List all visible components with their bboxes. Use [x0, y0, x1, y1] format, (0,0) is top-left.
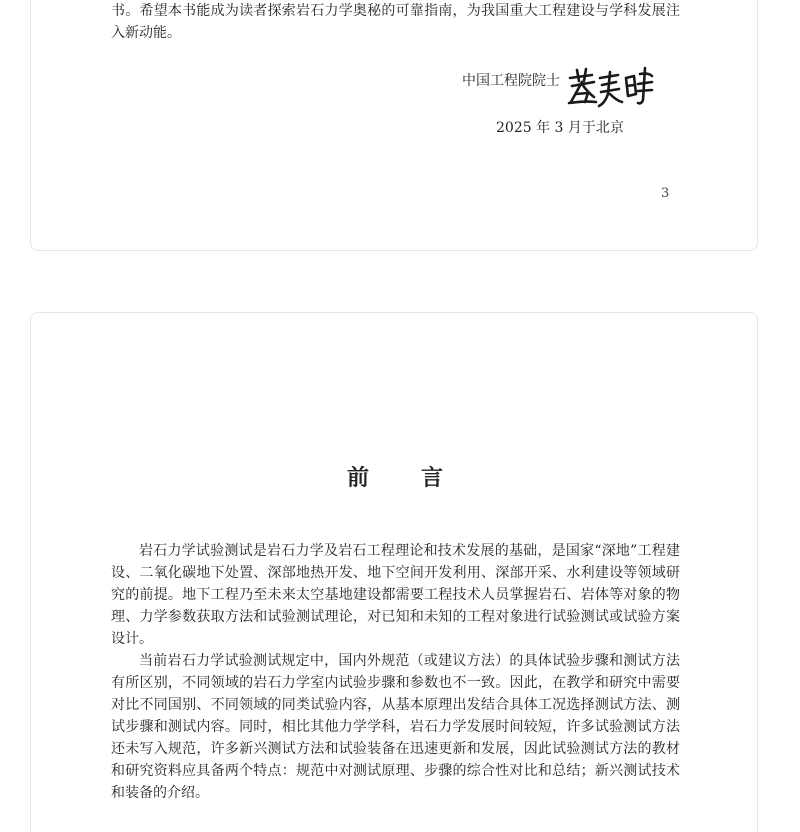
foreword-closing-paragraph: 书。希望本书能成为读者探索岩石力学奥秘的可靠指南，为我国重大工程建设与学科发展注入新动能。 — [111, 3, 680, 41]
handwritten-signature — [566, 64, 654, 108]
signature-date: 2025 年 3 月于北京 — [496, 120, 624, 136]
preface-page — [30, 312, 758, 832]
author-title: 中国工程院院士 — [462, 73, 560, 89]
previous-page — [30, 0, 758, 251]
signature-block — [462, 64, 672, 124]
preface-paragraph: 岩石力学试验测试是岩石力学及岩石工程理论和技术发展的基础，是国家“深地”工程建设、二氧化碳地下处置、深部地热开发、地下空间开发利用、深部开采、水利建设等领域研究的前提。地下工程乃至未来太空基地建设都需要工程技术人员掌握岩石、岩体等对象的物理、力学参数获取方法和试验测试理论，对已知和未知的工程对象进行试验测试或试验方案设计。 — [111, 543, 680, 647]
page-number: 3 — [661, 186, 670, 201]
section-heading: 前言 — [346, 465, 495, 491]
preface-paragraph: 当前岩石力学试验测试规定中，国内外规范（或建议方法）的具体试验步骤和测试方法有所区别，不同领域的岩石力学室内试验步骤和参数也不一致。因此，在教学和研究中需要对比不同国别、不同领域的同类试验内容，从基本原理出发结合具体工况选择测试方法、测试步骤和测试内容。同时，相比其他力学学科，岩石力学发展时间较短，许多试验测试方法还未写入规范，许多新兴测试方法和试验装备在迅速更新和发展，因此试验测试方法的教材和研究资料应具备两个特点：规范中对测试原理、步骤的综合性对比和总结；新兴测试技术和装备的介绍。 — [111, 653, 680, 801]
